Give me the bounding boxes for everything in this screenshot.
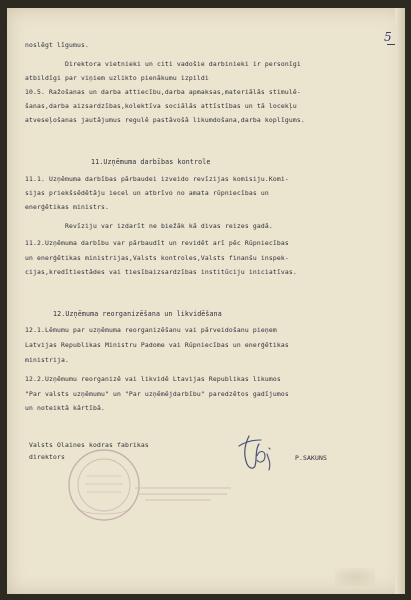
handwritten-signature bbox=[235, 430, 285, 474]
line-1: noslēgt līgumus. bbox=[25, 41, 89, 49]
line-16: 12.1.Lēmumu par uzņēmuma reorganizēšanu vai pārveidošanu pieņem bbox=[25, 326, 277, 334]
line-19: 12.2.Uzņēmumu reorganizē vai likvidē Ltavijas Republikas likumos bbox=[25, 375, 281, 383]
line-10: enerģētikas ministrs. bbox=[25, 203, 109, 211]
line-5: šanas,darba aizsardzības,kolektīva sociālās attīstības un tā locekļu bbox=[25, 102, 297, 110]
line-2: Direktora vietnieki un citi vadošie darbinieki ir personīgi bbox=[65, 60, 301, 68]
line-9: sijas priekšsēdētāju iecel un atbrīvo no amata rūpniecības un bbox=[25, 189, 269, 197]
page-number-underline bbox=[387, 44, 395, 45]
line-8: 11.1. Uzņēmuma darbības pārbaudei izveido revīzijas komisiju.Komi- bbox=[25, 175, 289, 183]
line-6: atveseļošanas jautājumus regulē pastāvošā likumdošana,darba koplīgums. bbox=[25, 116, 305, 124]
page-number: 5 bbox=[384, 30, 392, 44]
section-11-heading: 11.Uzņēmuma darbības kontrole bbox=[91, 158, 211, 166]
line-11: Revīziju var izdarīt ne biežāk kā divas reizes gadā. bbox=[65, 222, 273, 230]
line-13: un enerģētikas ministrijas,Valsts kontroles,Valsts finanšu inspek- bbox=[25, 254, 289, 262]
line-3: atbildīgi par viņiem uzlikto pienākumu izpildi bbox=[25, 74, 209, 82]
paper-stain bbox=[335, 568, 375, 586]
line-18: ministrija. bbox=[25, 356, 69, 364]
page-edge bbox=[395, 8, 405, 594]
faded-stamp-imprint bbox=[131, 483, 241, 503]
line-17: Latvijas Republikas Ministru Padome vai Rūpniecības un enerģētikas bbox=[25, 341, 289, 349]
line-14: cijas,kredītiestādes vai tiesībaizsardzības institūciju iniciatīvas. bbox=[25, 268, 297, 276]
section-12-heading: 12.Uzņēmuma reorganizēšana un likvidēšana bbox=[53, 310, 222, 318]
line-4: 10.5. Ražošanas un darba attiecību,darba apmaksas,materiālās stimulē- bbox=[25, 88, 301, 96]
document-page bbox=[7, 8, 405, 594]
line-12: 11.2.Uzņēmuma darbību var pārbaudīt un revidēt arī pēc Rūpniecības bbox=[25, 239, 289, 247]
line-20: "Par valsts uzņēmumu" un "Par uzņēmējdarbību" paredzētos gadījumos bbox=[25, 390, 289, 398]
line-21: un noteiktā kārtībā. bbox=[25, 404, 105, 412]
signatory-organization: Valsts Olaines kodras fabrikas bbox=[29, 441, 149, 449]
signatory-name: P.SAKUNS bbox=[295, 454, 327, 462]
signatory-title: direktors bbox=[29, 453, 65, 461]
